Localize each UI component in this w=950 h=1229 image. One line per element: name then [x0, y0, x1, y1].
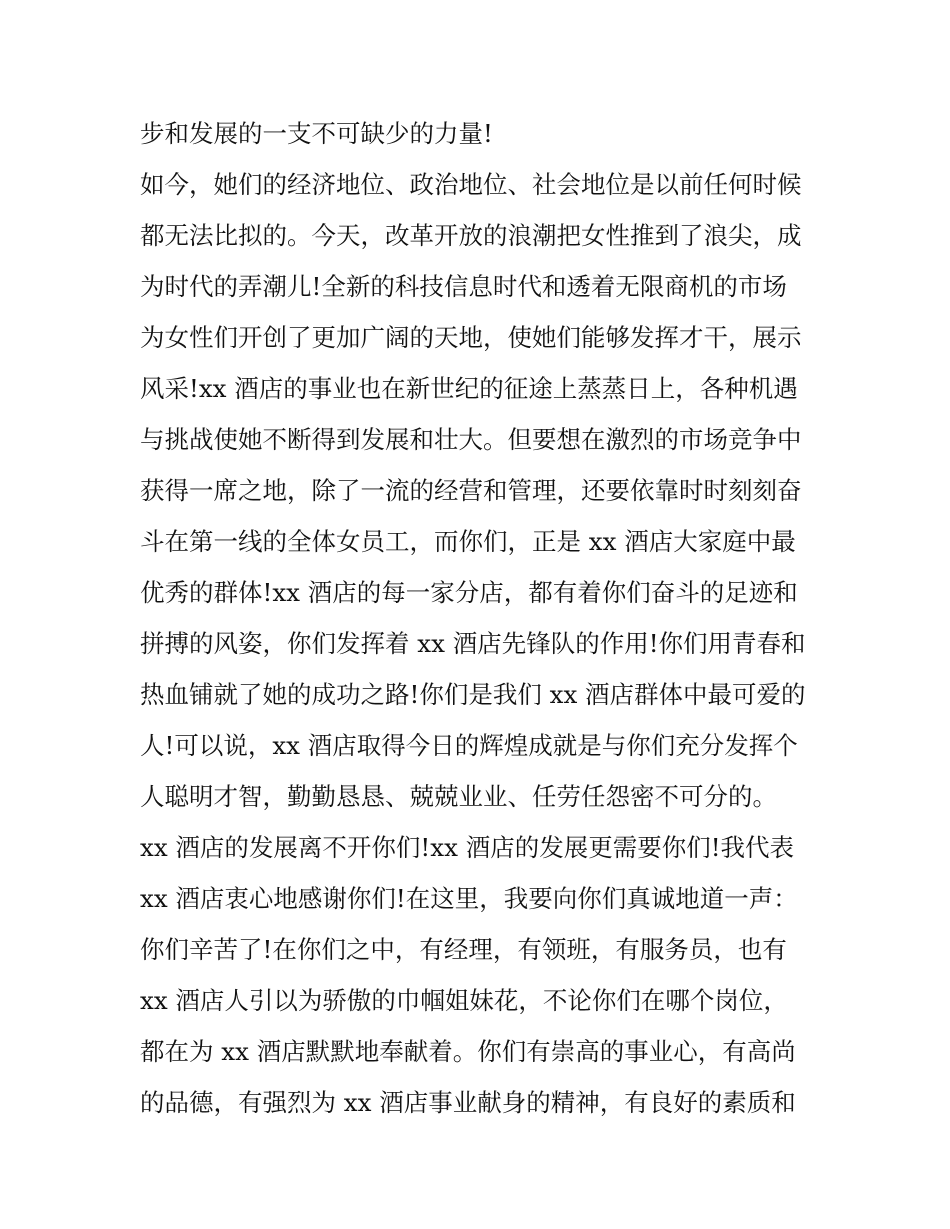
text-line-2: 如今，她们的经济地位、政治地位、社会地位是以前任何时候	[140, 170, 802, 199]
text-line-15: xx 酒店的发展离不开你们!xx 酒店的发展更需要你们!我代表	[140, 833, 795, 862]
text-line-11: 拼搏的风姿，你们发挥着 xx 酒店先锋队的作用!你们用青春和	[140, 629, 806, 658]
text-line-17: 你们辛苦了!在你们之中，有经理，有领班，有服务员，也有	[140, 935, 787, 964]
body-text	[140, 108, 830, 1128]
text-line-9: 斗在第一线的全体女员工，而你们，正是 xx 酒店大家庭中最	[140, 527, 796, 556]
text-line-16: xx 酒店衷心地感谢你们!在这里，我要向你们真诚地道一声：	[140, 884, 798, 913]
text-line-20: 的品德，有强烈为 xx 酒店事业献身的精神，有良好的素质和	[140, 1088, 796, 1117]
text-line-5: 为女性们开创了更加广阔的天地，使她们能够发挥才干，展示	[140, 323, 802, 352]
text-line-3: 都无法比拟的。今天，改革开放的浪潮把女性推到了浪尖，成	[140, 221, 802, 250]
text-line-6: 风采!xx 酒店的事业也在新世纪的征途上蒸蒸日上，各种机遇	[140, 374, 798, 403]
text-line-13: 人!可以说，xx 酒店取得今日的辉煌成就是与你们充分发挥个	[140, 731, 798, 760]
text-line-18: xx 酒店人引以为骄傲的巾帼姐妹花，不论你们在哪个岗位，	[140, 986, 788, 1015]
text-line-8: 获得一席之地，除了一流的经营和管理，还要依靠时时刻刻奋	[140, 476, 802, 505]
text-line-7: 与挑战使她不断得到发展和壮大。但要想在激烈的市场竞争中	[140, 425, 802, 454]
text-line-10: 优秀的群体!xx 酒店的每一家分店，都有着你们奋斗的足迹和	[140, 578, 798, 607]
text-line-14: 人聪明才智，勤勤恳恳、兢兢业业、任劳任怨密不可分的。	[140, 782, 777, 811]
text-line-1: 步和发展的一支不可缺少的力量!	[140, 119, 493, 148]
text-line-19: 都在为 xx 酒店默默地奉献着。你们有崇高的事业心，有高尚	[140, 1037, 796, 1066]
text-line-4: 为时代的弄潮儿!全新的科技信息时代和透着无限商机的市场	[140, 272, 787, 301]
text-line-12: 热血铺就了她的成功之路!你们是我们 xx 酒店群体中最可爱的	[140, 680, 806, 709]
